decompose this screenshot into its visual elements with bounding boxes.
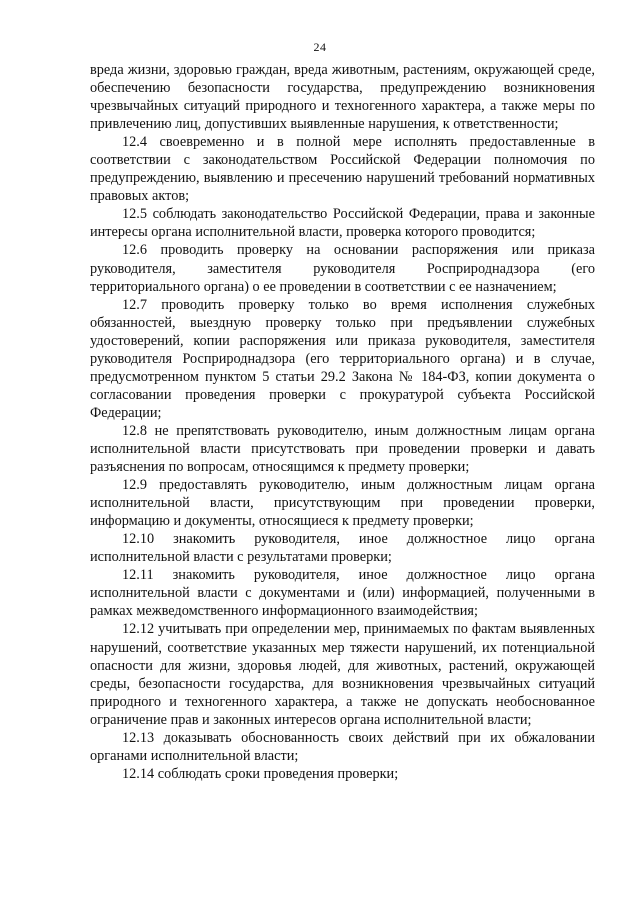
paragraph-12-7: 12.7 проводить проверку только во время исполнения служебных обязанностей, выездную проверку только при предъявлении служебных удостоверений, копии распоряжения или приказа руководителя, заместителя руководителя Росприроднадзора (его территориального органа) и в случае, предусмотренном пунктом 5 статьи 29.2 Закона № 184-ФЗ, копии документа о согласовании проведения проверки с прокуратурой субъекта Российской Федерации; [90, 296, 595, 421]
paragraph-12-11: 12.11 знакомить руководителя, иное должностное лицо органа исполнительной власти с документами и (или) информацией, полученными в рамках межведомственного информационного взаимодействия; [90, 567, 595, 620]
paragraph-12-4: 12.4 своевременно и в полной мере исполнять предоставленные в соответствии с законодательством Российской Федерации полномочия по предупреждению, выявлению и пресечению нарушений требований нормативных правовых актов; [90, 134, 595, 205]
paragraph-12-8: 12.8 не препятствовать руководителю, иным должностным лицам органа исполнительной власти присутствовать при проведении проверки и давать разъяснения по вопросам, относящимся к предмету проверки; [90, 422, 595, 476]
paragraph-12-9: 12.9 предоставлять руководителю, иным должностным лицам органа исполнительной власти, присутствующим при проведении проверки, информацию и документы, относящиеся к предмету проверки; [90, 477, 595, 530]
paragraph-12-12: 12.12 учитывать при определении мер, принимаемых по фактам выявленных нарушений, соответствие указанных мер тяжести нарушений, их потенциальной опасности для жизни, здоровья людей, для животных, растений, окружающей среды, безопасности государства, для возникновения чрезвычайных ситуаций природного и техногенного характера, а также не допускать необоснованное ограничение прав и законных интересов органа исполнительной власти; [90, 621, 595, 728]
page-number: 24 [313, 40, 327, 54]
paragraph-12-14: 12.14 соблюдать сроки проведения проверки; [122, 765, 399, 782]
paragraph-12-13: 12.13 доказывать обоснованность своих действий при их обжаловании органами исполнительной власти; [90, 729, 595, 764]
paragraph-continuation: вреда жизни, здоровью граждан, вреда животным, растениям, окружающей среде, обеспечению безопасности государства, предупреждению возникновения чрезвычайных ситуаций природного и техногенного характера, а также меры по привлечению лиц, допустивших выявленные нарушения, к ответственности; [90, 62, 595, 133]
paragraph-12-5: 12.5 соблюдать законодательство Российской Федерации, права и законные интересы органа исполнительной власти, проверка которого проводится; [90, 206, 595, 241]
paragraph-12-10: 12.10 знакомить руководителя, иное должностное лицо органа исполнительной власти с результатами проверки; [90, 531, 595, 566]
paragraph-12-6: 12.6 проводить проверку на основании распоряжения или приказа руководителя, заместителя руководителя Росприроднадзора (его территориального органа) о ее проведении в соответствии с ее назначением; [90, 242, 595, 295]
document-body [90, 61, 595, 783]
